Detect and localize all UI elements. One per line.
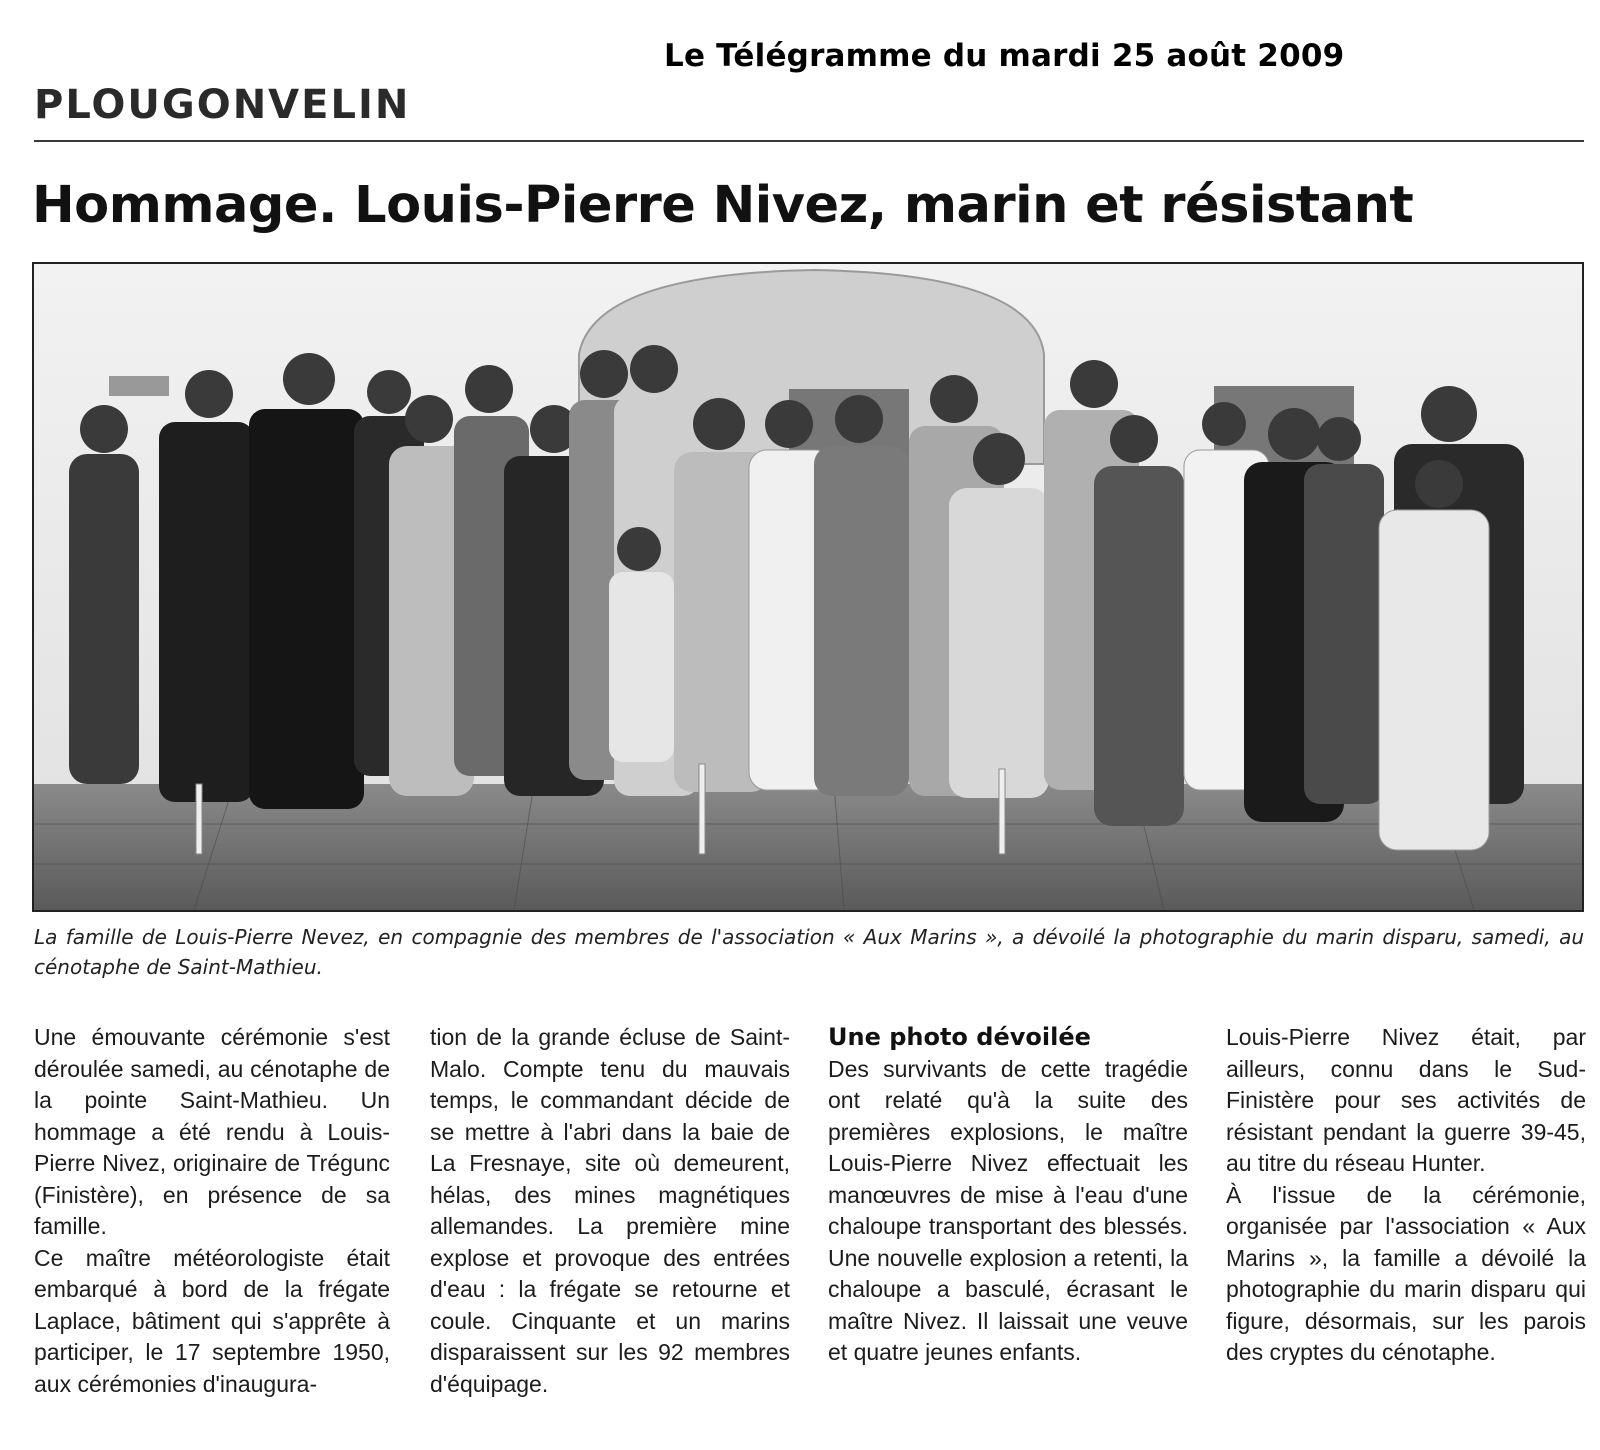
article-headline: Hommage. Louis-Pierre Nivez, marin et résistant xyxy=(32,176,1414,235)
paragraph: Louis-Pierre Nivez était, par ailleurs, connu dans le Sud-Finistère pour ses activités de résistant pendant la guerre 39-45, au titre du réseau Hunter. xyxy=(1226,1024,1586,1176)
group-photograph xyxy=(32,262,1584,912)
section-rubric: PLOUGONVELIN xyxy=(34,82,411,128)
paragraph: Ce maître météorologiste était embarqué à bord de la frégate Laplace, bâtiment qui s'apprête à participer, le 17 septembre 1950, aux cérémonies d'inaugura- xyxy=(34,1244,390,1397)
group-photo-illustration xyxy=(34,264,1582,910)
article-column-1 xyxy=(34,1022,390,1400)
article-column-3 xyxy=(828,1022,1188,1369)
article-column-4 xyxy=(1226,1022,1586,1369)
photo-caption: La famille de Louis-Pierre Nevez, en compagnie des membres de l'association « Aux Marins », a dévoilé la photographie du marin disparu, samedi, au cénotaphe de Saint-Mathieu. xyxy=(34,925,1584,979)
paragraph: tion de la grande écluse de Saint-Malo. Compte tenu du mauvais temps, le commandant décide de se mettre à l'abri dans la baie de La Fresnaye, site où demeurent, hélas, des mines magnétiques allemandes. La première mine explose et provoque des entrées d'eau : la frégate se retourne et coule. Cinquante et un marins disparaissent sur les 92 membres d'équipage. xyxy=(430,1024,790,1397)
article-column-2 xyxy=(430,1022,790,1400)
paragraph: Une émouvante cérémonie s'est déroulée samedi, au cénotaphe de la pointe Saint-Mathieu. Un hommage a été rendu à Louis-Pierre Nivez, originaire de Trégunc (Finistère), en présence de sa famille. xyxy=(34,1024,390,1239)
rubric-divider xyxy=(34,140,1584,142)
paragraph: À l'issue de la cérémonie, organisée par l'association « Aux Marins », la famille a dévoilé la photographie du marin disparu qui figure, désormais, sur les parois des cryptes du cénotaphe. xyxy=(1226,1181,1586,1365)
section-subhead: Une photo dévoilée xyxy=(828,1023,1091,1051)
publication-dateline: Le Télégramme du mardi 25 août 2009 xyxy=(664,38,1345,74)
paragraph: Des survivants de cette tragédie ont relaté qu'à la suite des premières explosions, le maître Louis-Pierre Nivez effectuait les manœuvres de mise à l'eau d'une chaloupe transportant des blessés. Une nouvelle explosion a retenti, la chaloupe a basculé, écrasant le maître Nivez. Il laissait une veuve et quatre jeunes enfants. xyxy=(828,1055,1188,1365)
